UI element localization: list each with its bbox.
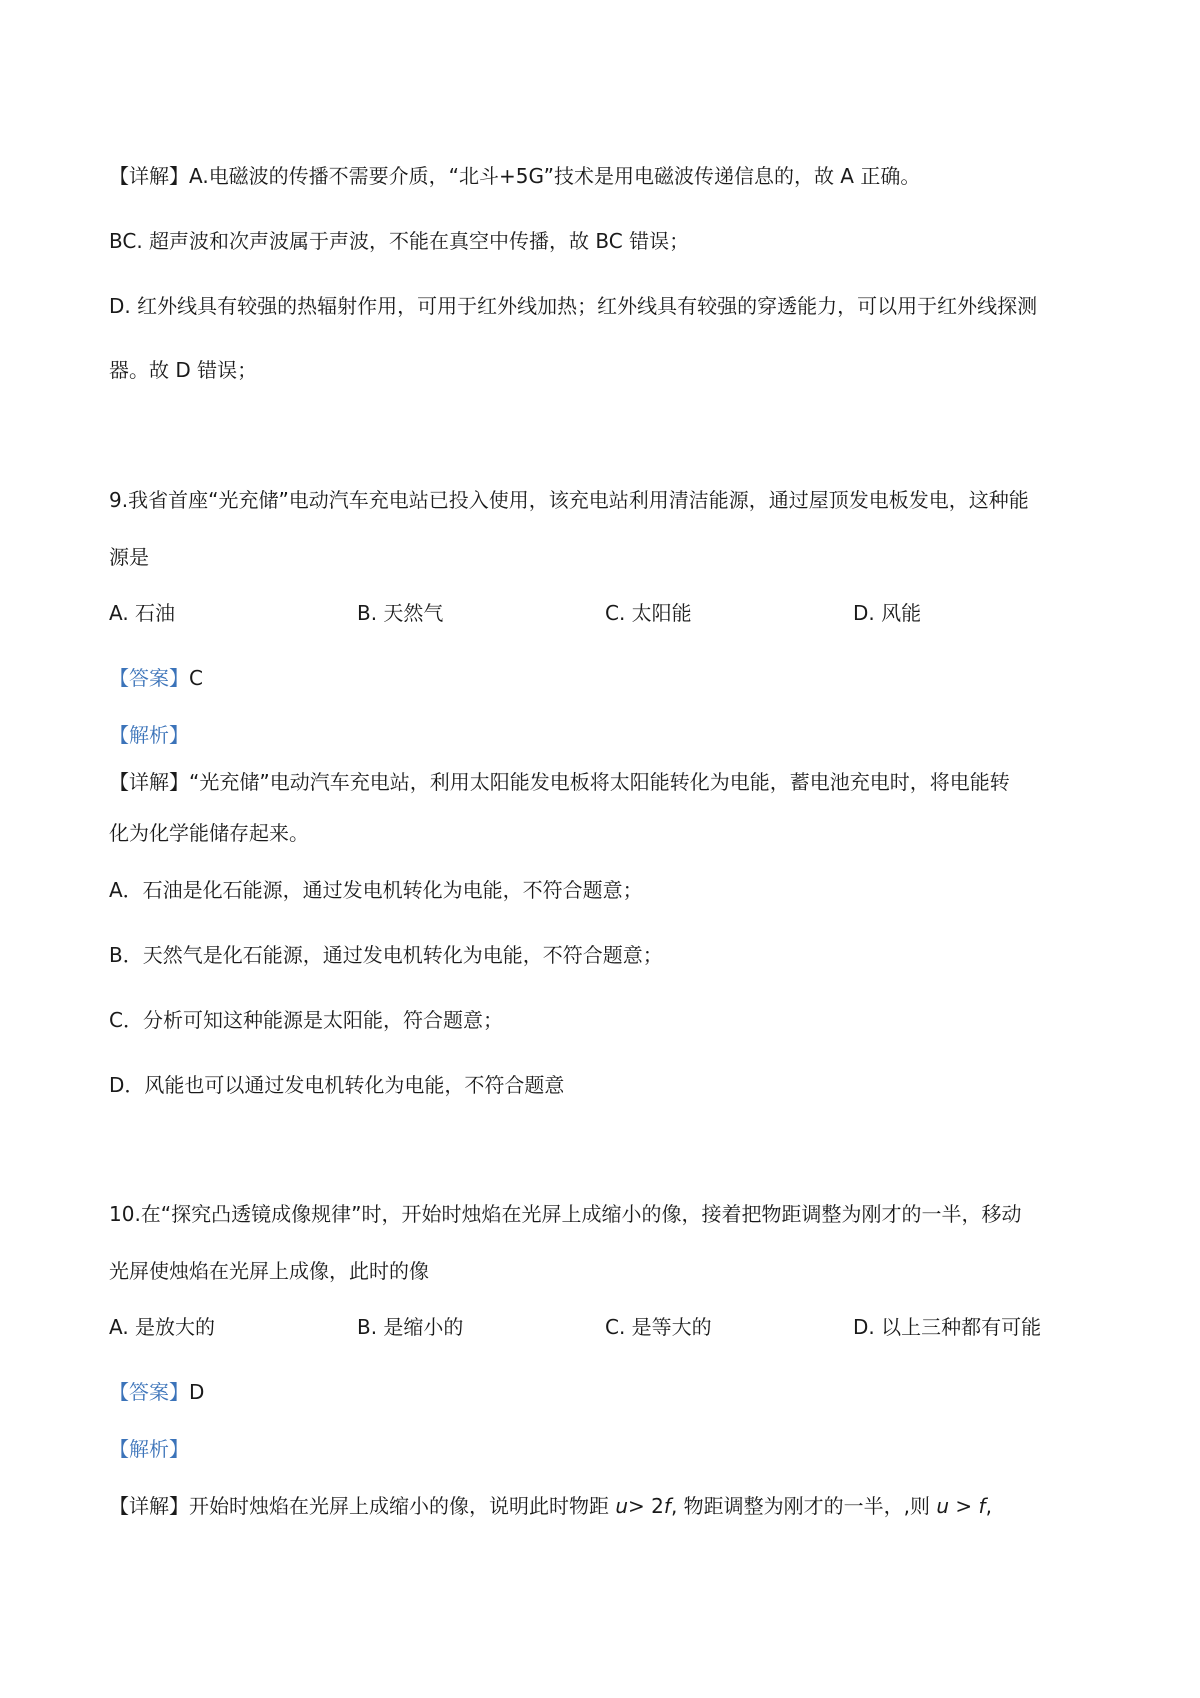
q10-detail-line1: [109, 1493, 992, 1519]
q8-detail-a-text: A.电磁波的传播不需要介质，“北斗+5G”技术是用电磁波传递信息的，故 A 正确。: [189, 164, 921, 188]
q10-answer-tag: 【答案】: [109, 1380, 189, 1404]
q10-detail-text5: ,: [985, 1494, 992, 1518]
q10-detail-text2: > 2: [628, 1494, 664, 1518]
q9-analysis-tag: 【解析】: [109, 723, 189, 747]
q10-answer: [109, 1379, 204, 1405]
q9-detail-text: “光充储”电动汽车充电站，利用太阳能发电板将太阳能转化为电能，蓄电池充电时，将电能转: [189, 770, 1010, 794]
q10-option-a: A. 是放大的: [109, 1315, 216, 1339]
q8-detail-bc: BC. 超声波和次声波属于声波，不能在真空中传播，故 BC 错误；: [109, 229, 690, 253]
q10-detail-math-f1: f: [663, 1494, 671, 1518]
q9-answer-value: C: [189, 666, 203, 690]
q10-option-d: D. 以上三种都有可能: [853, 1315, 1042, 1339]
q9-explain-b: B．天然气是化石能源，通过发电机转化为电能，不符合题意；: [109, 943, 663, 967]
q8-detail-a: [109, 163, 920, 189]
q9-option-c: C. 太阳能: [605, 601, 692, 625]
q9-option-a: A. 石油: [109, 601, 176, 625]
q8-detail-d-line2: 器。故 D 错误；: [109, 358, 258, 382]
q10-analysis-tag: 【解析】: [109, 1437, 189, 1461]
q9-explain-a: A．石油是化石能源，通过发电机转化为电能，不符合题意；: [109, 878, 643, 902]
q9-option-d: D. 风能: [853, 601, 922, 625]
q9-stem-line1: 9.我省首座“光充储”电动汽车充电站已投入使用，该充电站利用清洁能源，通过屋顶发电板发电，这种能: [109, 488, 1029, 512]
q10-detail-math-u1: u: [615, 1494, 629, 1518]
q9-explain-d: D．风能也可以通过发电机转化为电能，不符合题意: [109, 1073, 565, 1097]
q9-detail-tag: 【详解】: [109, 770, 189, 794]
q10-detail-math-u2: u: [936, 1494, 950, 1518]
q10-detail-text1: 开始时烛焰在光屏上成缩小的像，说明此时物距: [189, 1494, 616, 1518]
q10-option-b: B. 是缩小的: [357, 1315, 464, 1339]
q9-option-b: B. 天然气: [357, 601, 444, 625]
q10-answer-value: D: [189, 1380, 205, 1404]
q8-detail-tag: 【详解】: [109, 164, 189, 188]
q8-detail-d-line1: D. 红外线具有较强的热辐射作用，可用于红外线加热；红外线具有较强的穿透能力，可以用于红外线探测: [109, 294, 1038, 318]
q9-answer: [109, 665, 203, 691]
q10-stem-line2: 光屏使烛焰在光屏上成像，此时的像: [109, 1259, 429, 1283]
q9-detail-line1: [109, 769, 1010, 795]
q10-detail-tag: 【详解】: [109, 1494, 189, 1518]
q9-detail-line2: 化为化学能储存起来。: [109, 821, 309, 845]
q9-stem-line2: 源是: [109, 545, 149, 569]
q10-detail-text3: , 物距调整为刚才的一半，,则: [670, 1494, 937, 1518]
q10-stem-line1: 10.在“探究凸透镜成像规律”时，开始时烛焰在光屏上成缩小的像，接着把物距调整为刚才的一半，移动: [109, 1202, 1022, 1226]
q10-detail-text4: >: [949, 1494, 979, 1518]
q9-explain-c: C．分析可知这种能源是太阳能，符合题意；: [109, 1008, 503, 1032]
q10-detail-math-f2: f: [978, 1494, 986, 1518]
q9-answer-tag: 【答案】: [109, 666, 189, 690]
q10-option-c: C. 是等大的: [605, 1315, 712, 1339]
